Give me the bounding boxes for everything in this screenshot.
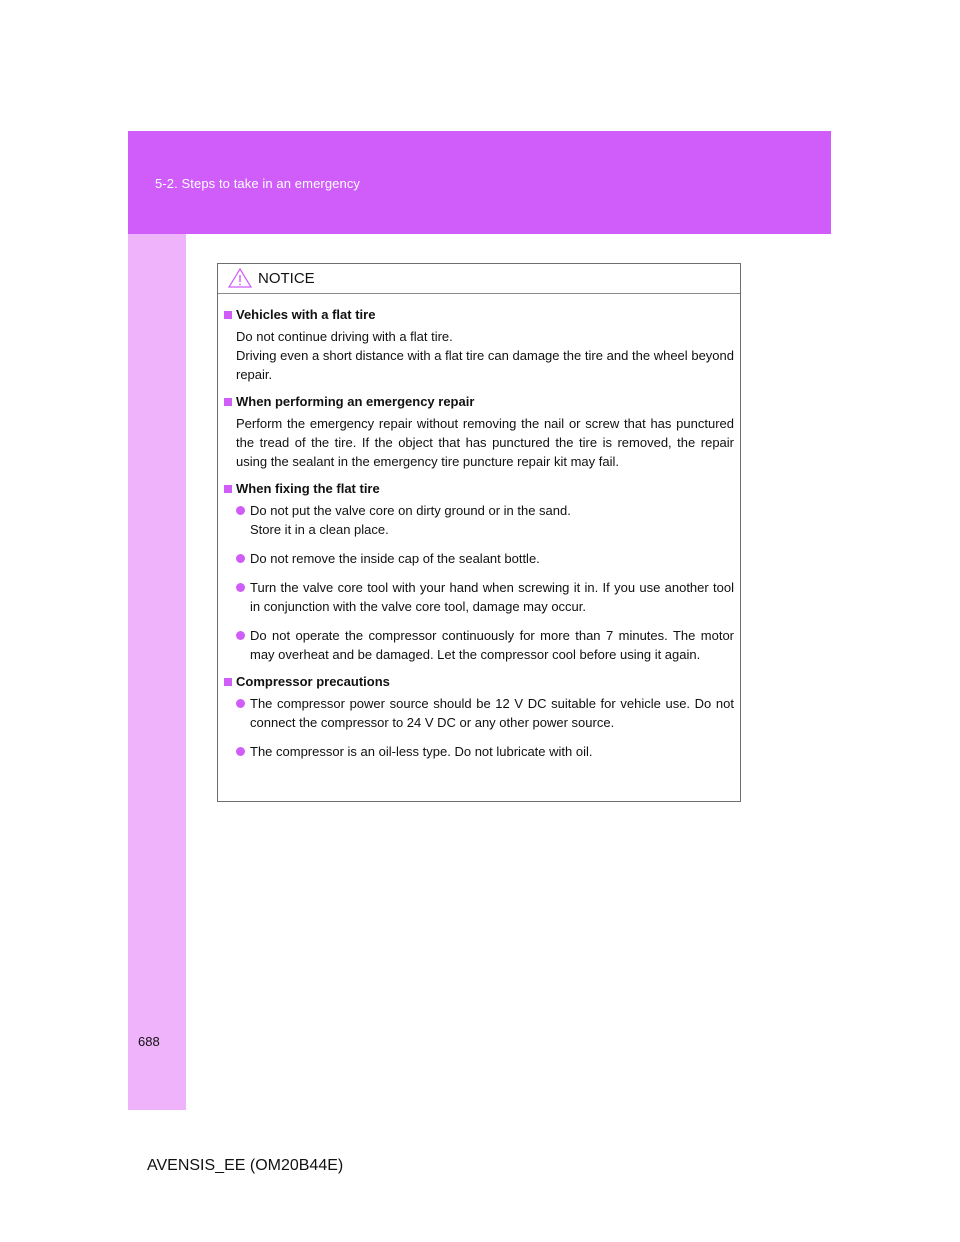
square-bullet-icon — [224, 311, 232, 319]
notice-item-heading: Compressor precautions — [224, 674, 734, 689]
round-bullet-icon — [236, 631, 245, 640]
round-bullet-icon — [236, 554, 245, 563]
bullet-item: Do not put the valve core on dirty ground or in the sand. Store it in a clean place. — [236, 501, 734, 539]
bullet-item: Turn the valve core tool with your hand when screwing it in. If you use another tool in conjunction with the valve core tool, damage may occur. — [236, 578, 734, 616]
notice-item-heading: When performing an emergency repair — [224, 394, 734, 409]
notice-title: NOTICE — [258, 270, 315, 287]
notice-box — [217, 263, 741, 802]
round-bullet-icon — [236, 699, 245, 708]
notice-header — [218, 264, 740, 294]
bullet-item: The compressor is an oil-less type. Do not lubricate with oil. — [236, 742, 734, 761]
side-strip — [128, 234, 186, 1110]
footer-model-code: AVENSIS_EE (OM20B44E) — [147, 1157, 344, 1174]
bullet-item: Do not remove the inside cap of the sealant bottle. — [236, 549, 734, 568]
notice-paragraph: Do not continue driving with a flat tire. Driving even a short distance with a flat tire can damage the tire and the wheel beyond repair. — [236, 329, 734, 382]
notice-item-heading: Vehicles with a flat tire — [224, 307, 734, 322]
round-bullet-icon — [236, 583, 245, 592]
notice-paragraph: Perform the emergency repair without removing the nail or screw that has punctured the tread of the tire. If the object that has punctured the tire is removed, the repair using the sealant in the emergency tire puncture repair kit may fail. — [236, 416, 734, 469]
bullet-item: The compressor power source should be 12 V DC suitable for vehicle use. Do not connect the compressor to 24 V DC or any other power source. — [236, 694, 734, 732]
notice-item-heading: When fixing the flat tire — [224, 481, 734, 496]
round-bullet-icon — [236, 747, 245, 756]
bullet-item: Do not operate the compressor continuously for more than 7 minutes. The motor may overheat and be damaged. Let the compressor cool before using it again. — [236, 626, 734, 664]
square-bullet-icon — [224, 485, 232, 493]
section-label: 5-2. Steps to take in an emergency — [155, 176, 361, 191]
round-bullet-icon — [236, 506, 245, 515]
notice-body — [218, 294, 740, 761]
square-bullet-icon — [224, 678, 232, 686]
warning-triangle-icon — [228, 268, 252, 288]
square-bullet-icon — [224, 398, 232, 406]
page-number: 688 — [138, 1034, 160, 1049]
